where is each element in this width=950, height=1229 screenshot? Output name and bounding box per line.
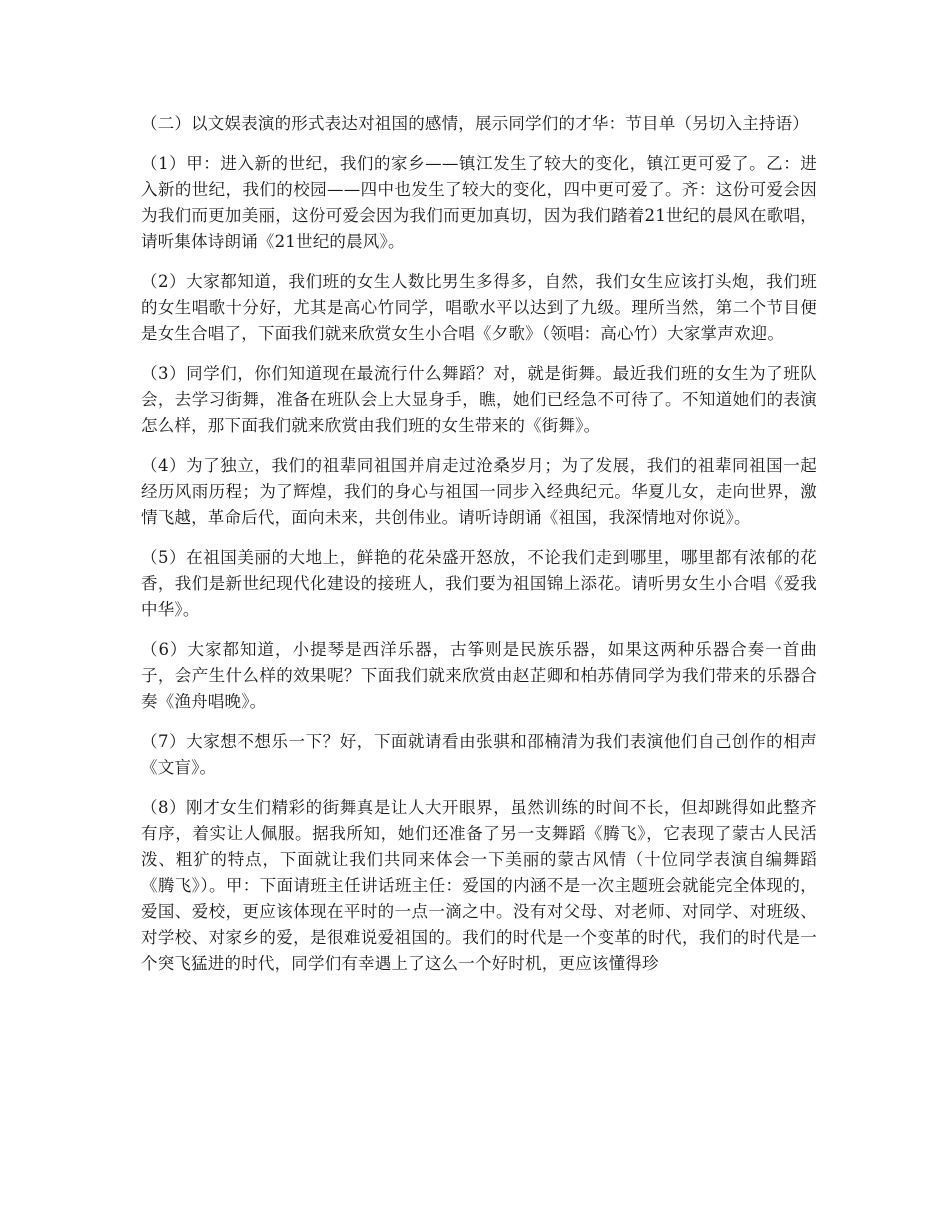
paragraph-item-6: （6）大家都知道，小提琴是西洋乐器，古筝则是民族乐器，如果这两种乐器合奏一首曲子，会产生什么样的效果呢？下面我们就来欣赏由赵芷卿和柏苏倩同学为我们带来的乐器合奏《渔舟唱晚》。 xyxy=(141,640,817,711)
paragraph-item-2: （2）大家都知道，我们班的女生人数比男生多得多，自然，我们女生应该打头炮，我们班的女生唱歌十分好，尤其是高心竹同学，唱歌水平以达到了九级。理所当然，第二个节目便是女生合唱了，下面我们就来欣赏女生小合唱《夕歌》（领唱：高心竹）大家掌声欢迎。 xyxy=(141,272,817,343)
paragraph-item-5: （5）在祖国美丽的大地上，鲜艳的花朵盛开怒放，不论我们走到哪里，哪里都有浓郁的花香，我们是新世纪现代化建设的接班人，我们要为祖国锦上添花。请听男女生小合唱《爱我中华》。 xyxy=(141,548,817,619)
paragraph-item-1: （1）甲：进入新的世纪，我们的家乡——镇江发生了较大的变化，镇江更可爱了。乙：进入新的世纪，我们的校园——四中也发生了较大的变化，四中更可爱了。齐：这份可爱会因为我们而更加美丽，这份可爱会因为我们而更加真切，因为我们踏着21世纪的晨风在歌唱，请听集体诗朗诵《21世纪的晨风》。 xyxy=(141,154,817,251)
paragraph-item-4: （4）为了独立，我们的祖辈同祖国并肩走过沧桑岁月；为了发展，我们的祖辈同祖国一起经历风雨历程；为了辉煌，我们的身心与祖国一同步入经典纪元。华夏儿女，走向世界，激情飞越，革命后代，面向未来，共创伟业。请听诗朗诵《祖国，我深情地对你说》。 xyxy=(141,456,817,527)
paragraph-intro: （二）以文娱表演的形式表达对祖国的感情，展示同学们的才华：节目单（另切入主持语） xyxy=(141,114,809,133)
paragraph-item-8: （8）刚才女生们精彩的街舞真是让人大开眼界，虽然训练的时间不长，但却跳得如此整齐有序，着实让人佩服。据我所知，她们还准备了另一支舞蹈《腾飞》，它表现了蒙古人民活泼、粗犷的特点，下面就让我们共同来体会一下美丽的蒙古风情（十位同学表演自编舞蹈《腾飞》）。甲：下面请班主任讲话班主任：爱国的内涵不是一次主题班会就能完全体现的，爱国、爱校，更应该体现在平时的一点一滴之中。没有对父母、对老师、对同学、对班级、对学校、对家乡的爱，是很难说爱祖国的。我们的时代是一个变革的时代，我们的时代是一个突飞猛进的时代，同学们有幸遇上了这么一个好时机，更应该懂得珍 xyxy=(141,798,817,973)
document-page xyxy=(141,111,817,991)
paragraph-item-7: （7）大家想不想乐一下？好，下面就请看由张骐和邵楠清为我们表演他们自己创作的相声《文盲》。 xyxy=(141,732,817,777)
paragraph-item-3: （3）同学们，你们知道现在最流行什么舞蹈？对，就是街舞。最近我们班的女生为了班队会，去学习街舞，准备在班队会上大显身手，瞧，她们已经急不可待了。不知道她们的表演怎么样，那下面我们就来欣赏由我们班的女生带来的《街舞》。 xyxy=(141,364,817,435)
